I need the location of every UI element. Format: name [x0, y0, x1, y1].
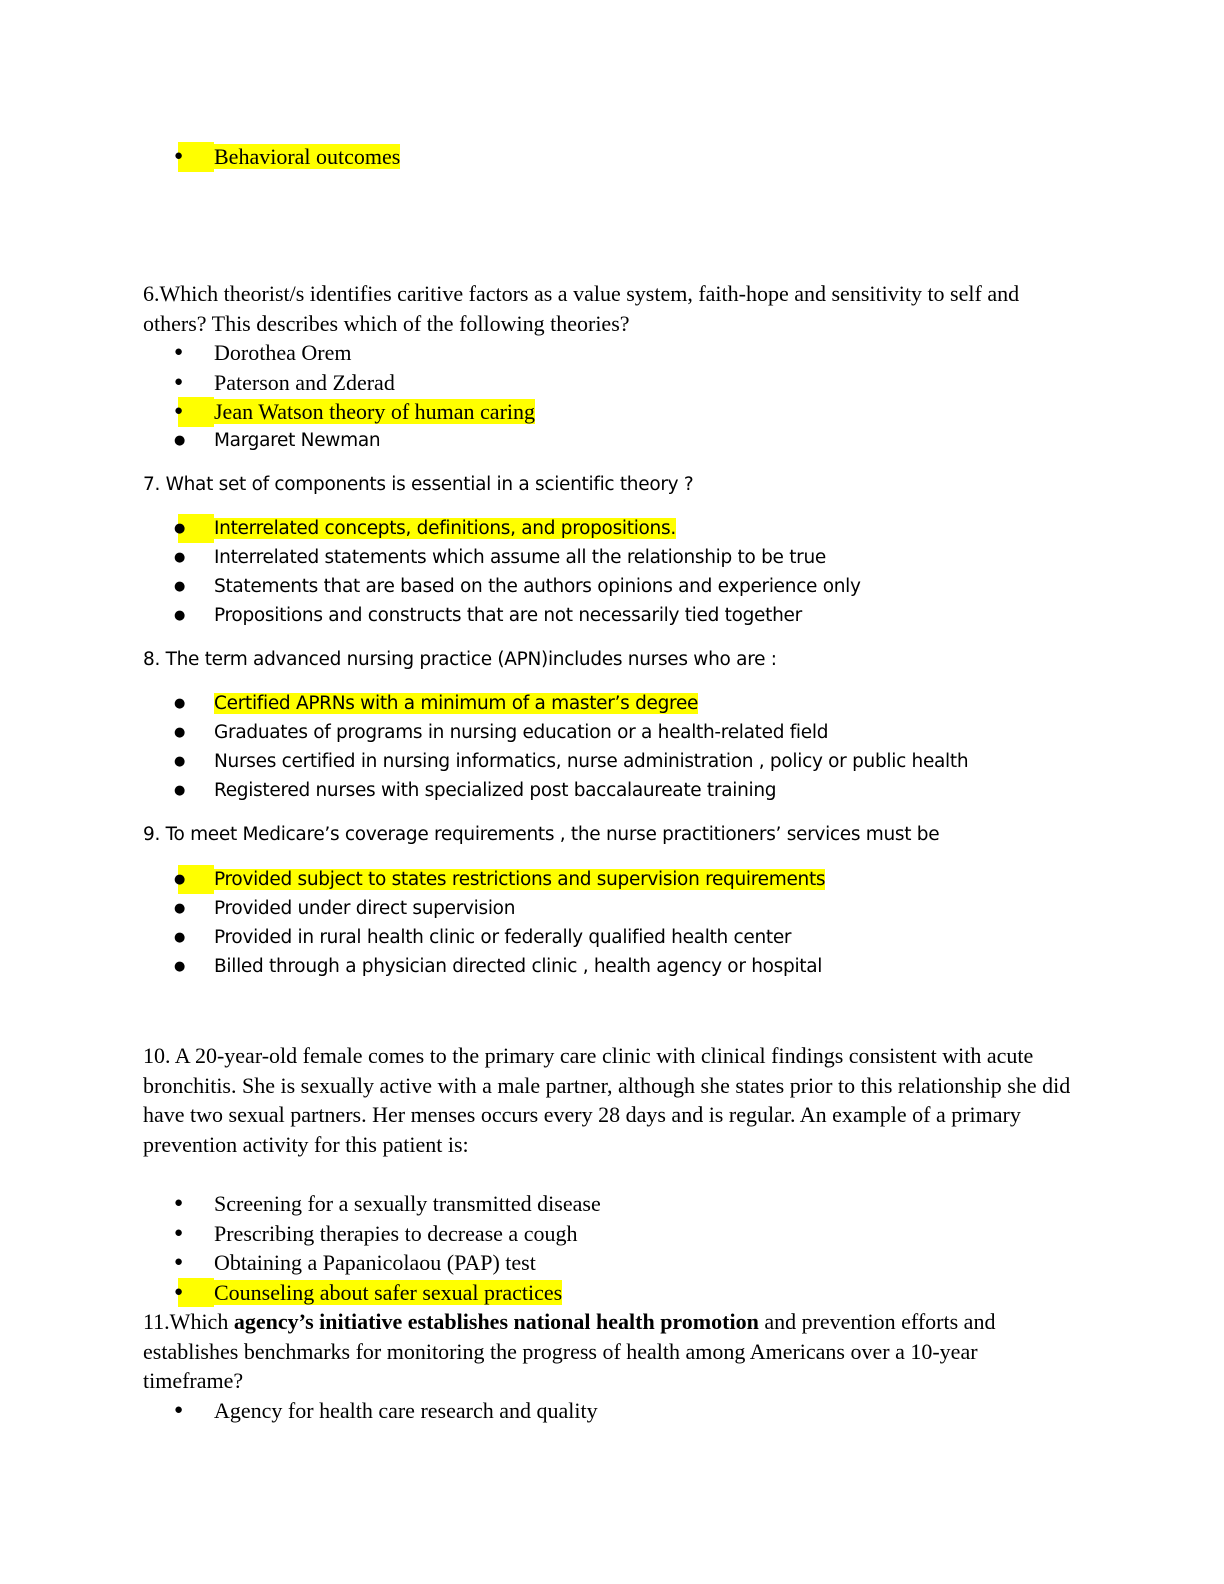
option-text: Paterson and Zderad: [214, 369, 395, 395]
option-text: Statements that are based on the authors opinions and experience only: [214, 576, 861, 597]
option-text: Dorothea Orem: [214, 340, 352, 366]
q9-option-3: [143, 923, 1083, 952]
q9-options-block: [143, 865, 1083, 981]
q8-options-block: [143, 689, 1083, 805]
bullet-icon: ●: [174, 579, 186, 594]
q7-option-2: [143, 543, 1083, 572]
bullet-icon: ●: [174, 725, 186, 740]
q8-options: [143, 689, 1083, 805]
option-text: Agency for health care research and quality: [214, 1397, 598, 1423]
q7-option-1: [143, 514, 1083, 543]
question-10-text: 10. A 20-year-old female comes to the primary care clinic with clinical findings consistent with acute bronchitis. She is sexually active with a male partner, although she states prior to this relationship she did have two sexual partners. Her menses occurs every 28 days and is regular. An example of a primary prevention activity for this patient is:: [143, 1043, 1071, 1157]
q7-option-4: [143, 601, 1083, 630]
q6-option-3: [143, 397, 1083, 427]
question-6-text: 6.Which theorist/s identifies caritive factors as a value system, faith-hope and sensitivity to self and others? This describes which of the following theories?: [143, 281, 1020, 336]
bullet-icon: ●: [174, 783, 186, 798]
option-text: Certified APRNs with a minimum of a master’s degree: [214, 693, 699, 714]
question-11: [143, 1307, 1083, 1425]
q6-option-4-block: [143, 426, 1083, 455]
q9-option-2: [143, 894, 1083, 923]
bullet-icon: ●: [174, 521, 186, 536]
option-text: Registered nurses with specialized post baccalaureate training: [214, 780, 777, 801]
q10-option-2: [143, 1219, 1083, 1249]
q5-options: [143, 142, 1083, 172]
option-text: Prescribing therapies to decrease a cough: [214, 1220, 578, 1246]
q6-option-2: [143, 368, 1083, 398]
option-text: Jean Watson theory of human caring: [214, 399, 536, 425]
option-text: Provided under direct supervision: [214, 898, 516, 919]
bullet-icon: ●: [174, 1224, 184, 1241]
q8-option-1: [143, 689, 1083, 718]
bullet-icon: ●: [174, 608, 186, 623]
question-7: [143, 470, 1083, 499]
q5-options-block: [143, 142, 1083, 172]
q11-options: [143, 1396, 1083, 1426]
q8-option-3: [143, 747, 1083, 776]
option-text: Screening for a sexually transmitted disease: [214, 1191, 601, 1216]
question-9: [143, 820, 1083, 849]
q10-option-3: [143, 1248, 1083, 1278]
bullet-icon: ●: [174, 872, 186, 887]
option-text: Interrelated concepts, definitions, and propositions.: [214, 518, 676, 539]
question-6: [143, 279, 1083, 427]
bullet-icon: ●: [174, 1283, 184, 1300]
bullet-icon: ●: [174, 930, 186, 945]
question-9-text: 9. To meet Medicare’s coverage requirements , the nurse practitioners’ services must be: [143, 824, 940, 845]
option-text: Propositions and constructs that are not necessarily tied together: [214, 605, 802, 626]
q6-option-4: [143, 426, 1083, 455]
question-11-text: 11.Which agency’s initiative establishes national health promotion and prevention efforts and establishes benchmarks for monitoring the progress of health among Americans over a 10-year timeframe?: [143, 1309, 996, 1394]
q6-options: [143, 338, 1083, 427]
q7-options: [143, 514, 1083, 630]
q9-option-1: [143, 865, 1083, 894]
q6-option-1: [143, 338, 1083, 368]
q10-options-block: [143, 1189, 1083, 1307]
q10-option-4: [143, 1278, 1083, 1308]
bullet-icon: ●: [174, 344, 184, 361]
bullet-icon: ●: [174, 754, 186, 769]
option-text: Obtaining a Papanicolaou (PAP) test: [214, 1250, 536, 1276]
question-10: [143, 1041, 1083, 1159]
q10-options: [143, 1189, 1083, 1307]
option-text: Counseling about safer sexual practices: [214, 1279, 563, 1305]
option-text: Interrelated statements which assume all the relationship to be true: [214, 547, 826, 568]
q7-option-3: [143, 572, 1083, 601]
option-text: Margaret Newman: [214, 430, 381, 451]
q8-option-2: [143, 718, 1083, 747]
q9-option-4: [143, 952, 1083, 981]
bullet-icon: ●: [174, 1195, 184, 1211]
question-7-text: 7. What set of components is essential in a scientific theory ?: [143, 474, 694, 495]
q9-options: [143, 865, 1083, 981]
question-8-text: 8. The term advanced nursing practice (APN)includes nurses who are :: [143, 649, 777, 670]
option-text: Nurses certified in nursing informatics, nurse administration , policy or public health: [214, 751, 969, 772]
bullet-icon: ●: [174, 1254, 184, 1271]
q11-option-1: [143, 1396, 1083, 1426]
option-text: Billed through a physician directed clinic , health agency or hospital: [214, 956, 823, 977]
q8-option-4: [143, 776, 1083, 805]
option-text: Provided subject to states restrictions and supervision requirements: [214, 869, 826, 890]
question-8: [143, 645, 1083, 674]
option-text: Graduates of programs in nursing education or a health-related field: [214, 722, 829, 743]
option-text: Provided in rural health clinic or federally qualified health center: [214, 927, 792, 948]
option-text: Behavioral outcomes: [214, 144, 401, 169]
bullet-icon: ●: [174, 959, 186, 974]
bullet-icon: ●: [174, 550, 186, 565]
q10-option-1: [143, 1189, 1083, 1219]
q7-options-block: [143, 514, 1083, 630]
bullet-icon: ●: [174, 148, 184, 164]
bullet-icon: ●: [174, 403, 184, 420]
bullet-icon: ●: [174, 373, 184, 390]
bullet-icon: ●: [174, 696, 186, 711]
bullet-icon: ●: [174, 1401, 184, 1418]
q5-option-1: [143, 142, 1083, 172]
bullet-icon: ●: [174, 901, 186, 916]
bullet-icon: ●: [174, 433, 186, 448]
